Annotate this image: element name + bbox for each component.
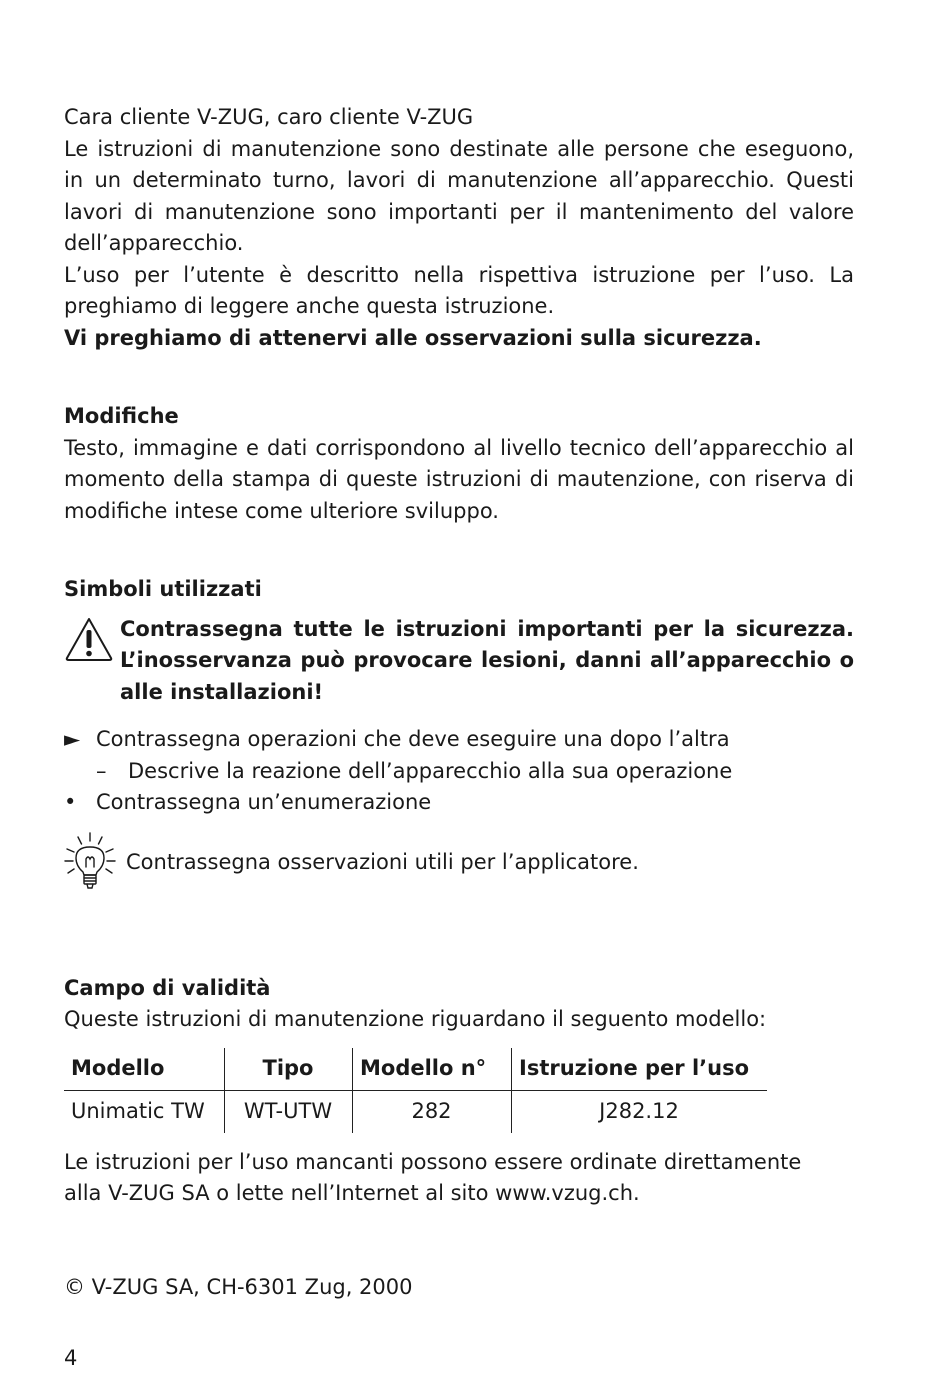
- step-text: Contrassegna operazioni che deve eseguire una dopo l’altra: [96, 727, 730, 751]
- tip-text: Contrassegna osservazioni utili per l’applicatore.: [126, 849, 639, 874]
- lightbulb-icon: [62, 831, 126, 895]
- document-page: [64, 102, 854, 1375]
- table-header: Istruzione per l’uso: [512, 1048, 768, 1091]
- reaction-symbol-row: [64, 756, 854, 788]
- warning-triangle-icon: [64, 614, 120, 666]
- safety-note: Vi preghiamo di attenervi alle osservazioni sulla sicurezza.: [64, 325, 762, 350]
- tip-row: [64, 831, 854, 895]
- table-header-row: [64, 1048, 767, 1091]
- reaction-text: Descrive la reazione dell’apparecchio alla sua operazione: [128, 758, 733, 783]
- simboli-heading: Simboli utilizzati: [64, 577, 262, 601]
- warning-text: Contrassegna tutte le istruzioni importanti per la sicurezza. L’inosservanza può provocare lesioni, danni all’apparecchio o alle installazioni!: [120, 616, 854, 704]
- page-number: 4: [64, 1346, 78, 1370]
- table-cell: J282.12: [512, 1090, 768, 1133]
- modifiche-text: Testo, immagine e dati corrispondono al livello tecnico dell’apparecchio al momento della stampa di queste istruzioni di mautenzione, con riserva di modifiche intese come ulteriore sviluppo.: [64, 435, 854, 523]
- step-arrow-icon: ►: [64, 727, 81, 751]
- table-cell: Unimatic TW: [71, 1098, 205, 1123]
- validita-text: Queste istruzioni di manutenzione riguardano il seguento modello:: [64, 1007, 767, 1031]
- intro-paragraph: Le istruzioni di manutenzione sono destinate alle persone che eseguono, in un determinato turno, lavori di manutenzione all’apparecchio. Questi lavori di manutenzione sono importanti per il mantenimento del valore dell’apparecchio.: [64, 136, 854, 255]
- table-cell: WT-UTW: [225, 1090, 353, 1133]
- table-cell: 282: [353, 1090, 512, 1133]
- intro-paragraph-2: L’uso per l’utente è descritto nella rispettiva istruzione per l’uso. La preghiamo di leggere anche questa istruzione.: [64, 262, 854, 318]
- copyright: © V-ZUG SA, CH-6301 Zug, 2000: [64, 1274, 413, 1299]
- table-row: [64, 1090, 767, 1133]
- validita-footer-text: Le istruzioni per l’uso mancanti possono essere ordinate direttamente alla V-ZUG SA o lette nell’Internet al sito www.vzug.ch.: [64, 1149, 802, 1205]
- table-header: Modello n°: [353, 1048, 512, 1091]
- step-symbol-row: [64, 724, 854, 756]
- modifiche-heading: Modifiche: [64, 404, 179, 428]
- greeting: Cara cliente V-ZUG, caro cliente V-ZUG: [64, 105, 474, 129]
- dash-icon: –: [96, 758, 107, 783]
- table-header: Modello: [64, 1048, 225, 1091]
- bullet-text: Contrassegna un’enumerazione: [96, 790, 432, 814]
- bullet-symbol-row: [64, 787, 854, 819]
- bullet-icon: •: [64, 790, 77, 814]
- validita-heading: Campo di validità: [64, 975, 271, 1000]
- model-table: [64, 1048, 767, 1133]
- table-header: Tipo: [225, 1048, 353, 1091]
- warning-block: [64, 614, 854, 709]
